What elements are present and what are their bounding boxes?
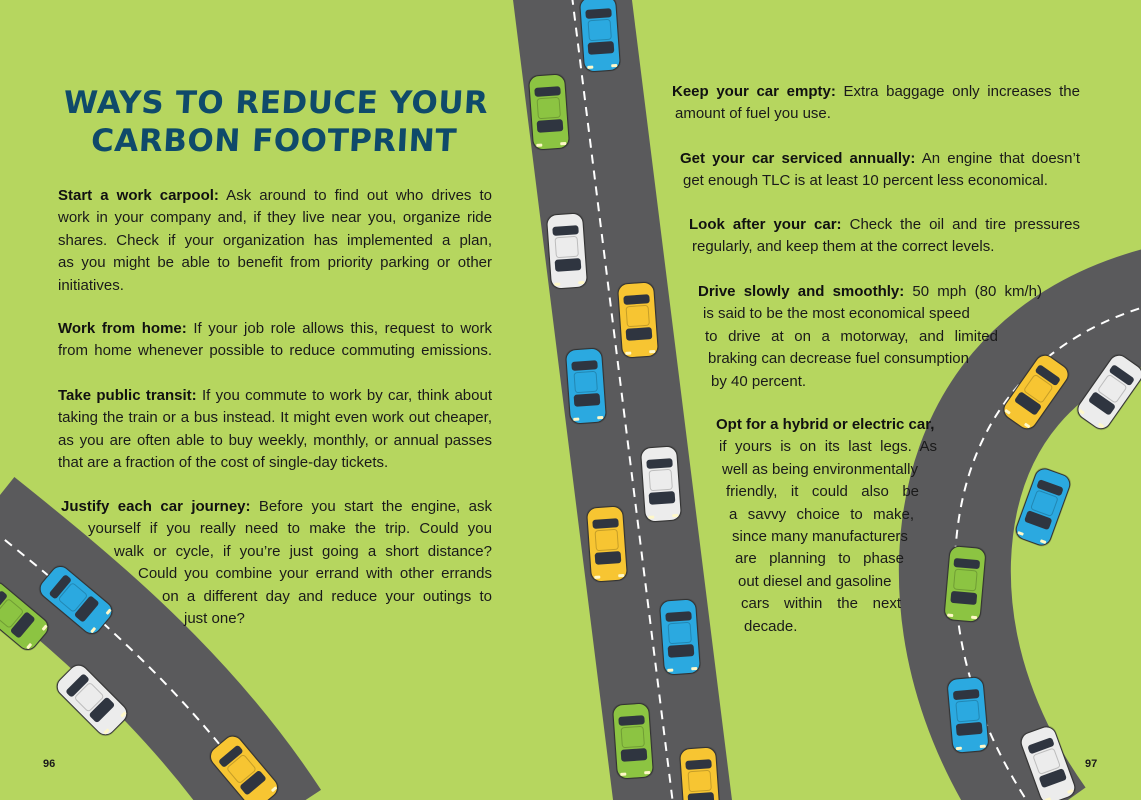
tip-text: taking the train or a bus instead. It might even work out cheaper, xyxy=(58,409,492,427)
tip-text: are planning to phase xyxy=(735,550,904,568)
car-icon xyxy=(639,445,682,523)
tip-text: yourself if you really need to make the trip. Could you xyxy=(88,520,492,538)
car-icon xyxy=(678,746,721,800)
tip-drive-smoothly xyxy=(698,281,1042,393)
car-icon xyxy=(545,212,588,290)
tip-heading: Work from home: xyxy=(58,320,187,337)
car-icon xyxy=(578,0,621,73)
tip-text: to drive at on a motorway, and limited xyxy=(705,327,998,345)
tip-text: well as being environmentally xyxy=(722,460,918,478)
tip-heading: Take public transit: xyxy=(58,387,197,404)
car-icon xyxy=(585,505,628,583)
car-icon xyxy=(658,598,701,676)
tip-text: if yours is on its last legs. As xyxy=(719,438,937,456)
tip-work-carpool xyxy=(58,185,492,297)
tip-heading: Get your car serviced annually: xyxy=(680,150,916,167)
tip-text: on a different day and reduce your outings to xyxy=(162,587,492,605)
tip-text: If your job role allows this, request to work xyxy=(186,320,492,337)
tip-heading: Justify each car journey: xyxy=(61,498,251,515)
tip-text: as you are often able to buy weekly, monthly, or annual passes xyxy=(58,431,492,449)
title-line-1: WAYS TO REDUCE YOUR xyxy=(62,85,490,121)
tip-text: a savvy choice to make, xyxy=(729,505,914,523)
title-line-2: CARBON FOOTPRINT xyxy=(90,123,458,159)
tip-text: braking can decrease fuel consumption xyxy=(708,350,969,368)
tip-text: Before you start the engine, ask xyxy=(250,498,492,515)
tip-text: Could you combine your errand with other errands xyxy=(138,565,492,583)
tip-text: amount of fuel you use. xyxy=(675,105,831,123)
tip-work-from-home xyxy=(58,318,492,363)
tip-text: regularly, and keep them at the correct levels. xyxy=(692,238,995,256)
tip-text: by 40 percent. xyxy=(711,372,807,390)
tip-look-after-car xyxy=(689,214,1080,259)
car-icon xyxy=(527,73,570,151)
tip-text: is said to be the most economical speed xyxy=(703,305,970,323)
tip-keep-car-empty xyxy=(672,81,1080,126)
tip-justify-journey xyxy=(58,496,492,630)
tip-text: If you commute to work by car, think about xyxy=(196,387,492,404)
tip-public-transit xyxy=(58,385,492,475)
tip-text: 50 mph (80 km/h) xyxy=(904,283,1042,300)
tip-text: get enough TLC is at least 10 percent less economical. xyxy=(683,172,1048,190)
tip-heading: Opt for a hybrid or electric car, xyxy=(716,416,935,433)
car-icon xyxy=(616,281,659,359)
tip-heading: Start a work carpool: xyxy=(58,187,219,204)
tip-hybrid-electric xyxy=(716,414,956,638)
page-number-left: 96 xyxy=(43,758,56,770)
car-icon xyxy=(564,347,607,425)
tip-heading: Keep your car empty: xyxy=(672,83,836,100)
tip-text: decade. xyxy=(744,617,798,635)
tip-heading: Drive slowly and smoothly: xyxy=(698,283,905,300)
tip-text: initiatives. xyxy=(58,276,124,294)
tip-text: Extra baggage only increases the xyxy=(835,83,1080,100)
page-title xyxy=(58,84,492,160)
tip-text: friendly, it could also be xyxy=(726,483,919,501)
tip-car-serviced xyxy=(680,148,1080,193)
tip-text: shares. Check if your organization has implemented a plan, xyxy=(58,231,492,249)
car-icon xyxy=(946,675,990,754)
tip-text: since many manufacturers xyxy=(732,528,908,546)
tip-text: as you might be able to benefit from priority parking or other xyxy=(58,254,492,272)
tip-text: cars within the next xyxy=(741,595,901,613)
page-number-right: 97 xyxy=(1085,758,1098,770)
tip-text: An engine that doesn’t xyxy=(915,150,1080,167)
tip-text: that are a fraction of the cost of single-day tickets. xyxy=(58,454,389,472)
car-icon xyxy=(611,702,654,780)
tip-text: Check the oil and tire pressures xyxy=(841,216,1080,233)
tip-text: out diesel and gasoline xyxy=(738,572,892,590)
tip-text: Ask around to find out who drives to xyxy=(218,187,493,204)
tip-text: from home whenever possible to reduce commuting emissions. xyxy=(58,342,492,360)
tip-text: just one? xyxy=(184,610,245,628)
tip-heading: Look after your car: xyxy=(689,216,842,233)
tip-text: work in your company and, if they live near you, organize ride xyxy=(58,209,492,227)
tip-text: walk or cycle, if you’re just going a short distance? xyxy=(114,542,492,560)
